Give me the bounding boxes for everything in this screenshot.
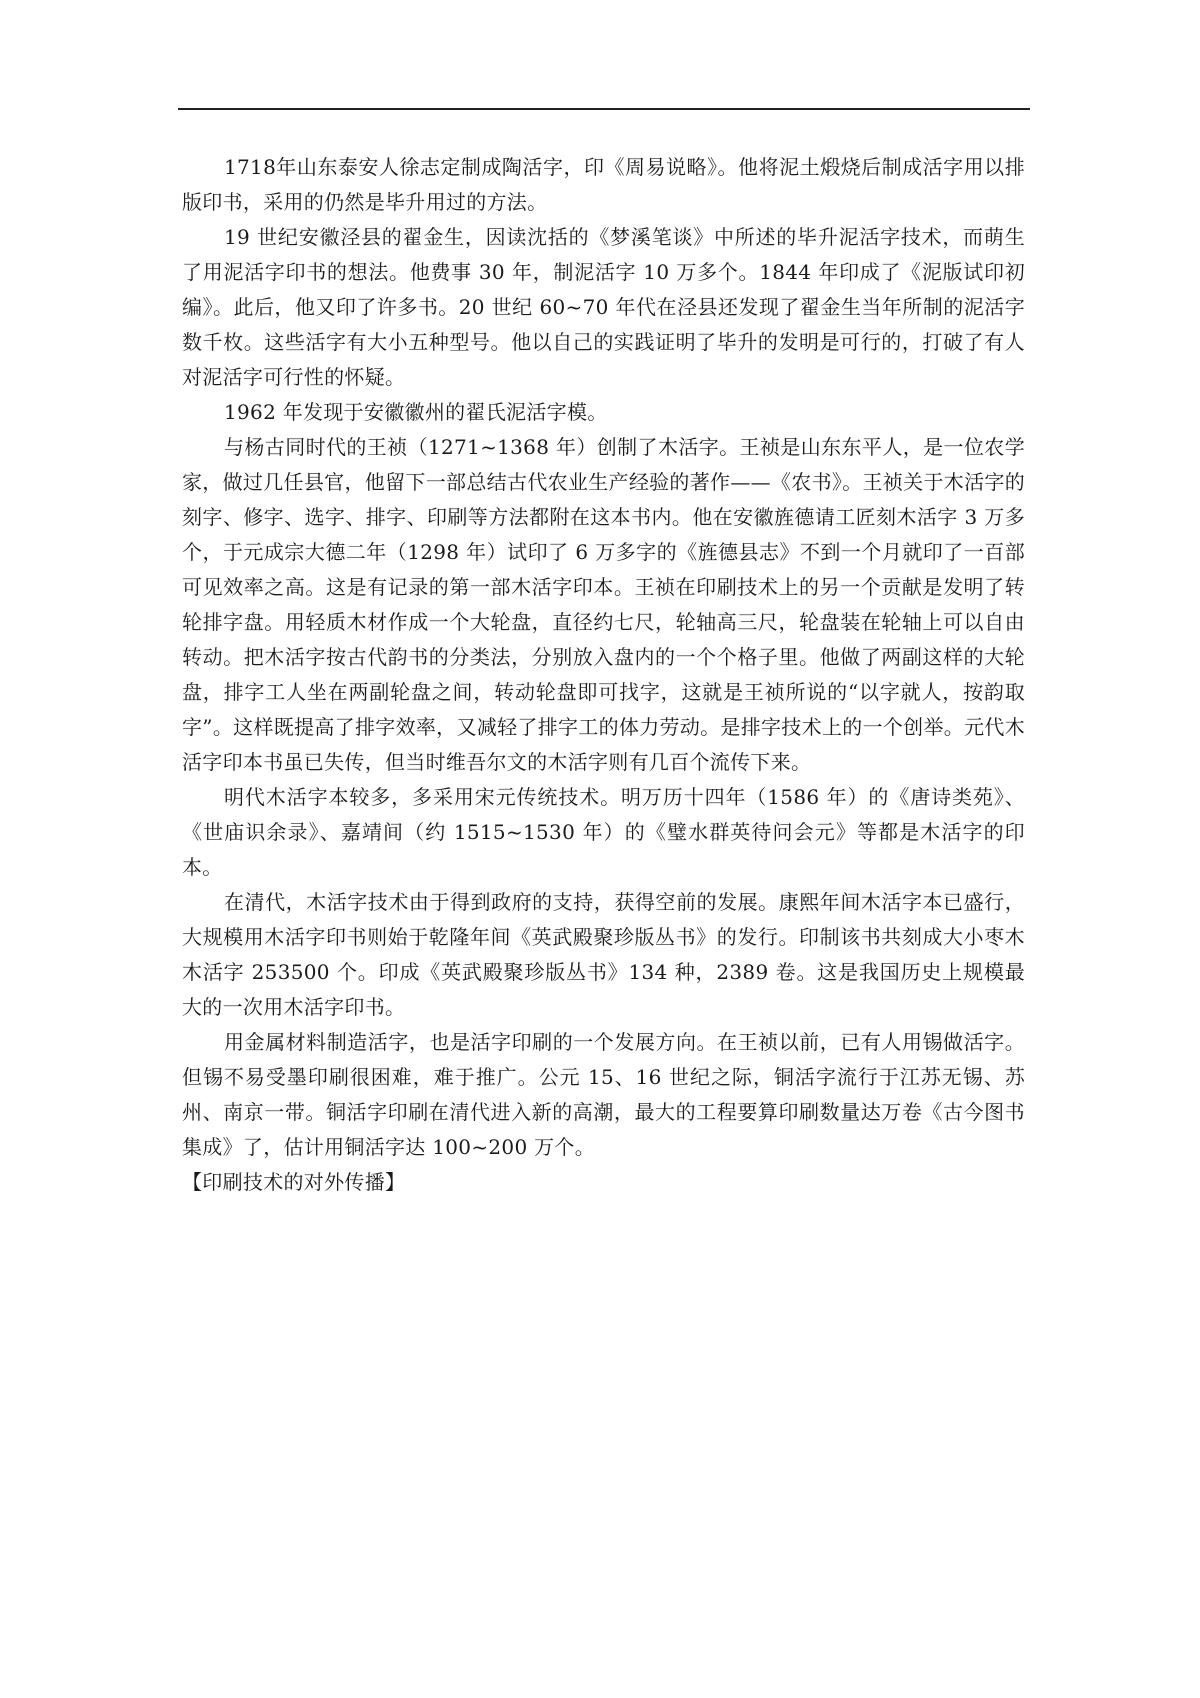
paragraph-metal-type: 用金属材料制造活字，也是活字印刷的一个发展方向。在王祯以前，已有人用锡做活字。但锡不易受墨印刷很困难，难于推广。公元 15、16 世纪之际，铜活字流行于江苏无锡、苏州、南京一带。铜活字印刷在清代进入新的高潮，最大的工程要算印刷数量达万卷《古今图书集成》了，估计用铜活字达 100~200 万个。 xyxy=(182,1030,1025,1159)
document-body xyxy=(182,150,1025,1200)
paragraph-zhai-mold-1962: 1962 年发现于安徽徽州的翟氏泥活字模。 xyxy=(224,400,608,424)
paragraph-ceramic-type: 1718年山东泰安人徐志定制成陶活字，印《周易说略》。他将泥土煅烧后制成活字用以排版印书，采用的仍然是毕升用过的方法。 xyxy=(182,155,1025,214)
header-rule xyxy=(178,108,1030,110)
paragraph-zhai-jinsheng: 19 世纪安徽泾县的翟金生，因读沈括的《梦溪笔谈》中所述的毕升泥活字技术，而萌生了用泥活字印书的想法。他费事 30 年，制泥活字 10 万多个。1844 年印成了《泥版试印初编》。此后，他又印了许多书。20 世纪 60~70 年代在泾县还发现了翟金生当年所制的泥活字数千枚。这些活字有大小五种型号。他以自己的实践证明了毕升的发明是可行的，打破了有人对泥活字可行性的怀疑。 xyxy=(182,225,1025,389)
paragraph-ming-wood-type: 明代木活字本较多，多采用宋元传统技术。明万历十四年（1586 年）的《唐诗类苑》、《世庙识余录》、嘉靖间（约 1515~1530 年）的《璧水群英待问会元》等都是木活字的印本。 xyxy=(182,785,1025,879)
paragraph-qing-wood-type: 在清代，木活字技术由于得到政府的支持，获得空前的发展。康熙年间木活字本已盛行，大规模用木活字印书则始于乾隆年间《英武殿聚珍版丛书》的发行。印制该书共刻成大小枣木木活字 253500 个。印成《英武殿聚珍版丛书》134 种，2389 卷。这是我国历史上规模最大的一次用木活字印书。 xyxy=(182,890,1025,1019)
section-heading: 【印刷技术的对外传播】 xyxy=(182,1170,406,1194)
paragraph-wang-zhen-wood-type: 与杨古同时代的王祯（1271~1368 年）创制了木活字。王祯是山东东平人，是一位农学家，做过几任县官，他留下一部总结古代农业生产经验的著作——《农书》。王祯关于木活字的刻字、修字、选字、排字、印刷等方法都附在这本书内。他在安徽旌德请工匠刻木活字 3 万多个，于元成宗大德二年（1298 年）试印了 6 万多字的《旌德县志》不到一个月就印了一百部可见效率之高。这是有记录的第一部木活字印本。王祯在印刷技术上的另一个贡献是发明了转轮排字盘。用轻质木材作成一个大轮盘，直径约七尺，轮轴高三尺，轮盘装在轮轴上可以自由转动。把木活字按古代韵书的分类法，分别放入盘内的一个个格子里。他做了两副这样的大轮盘，排字工人坐在两副轮盘之间，转动轮盘即可找字，这就是王祯所说的“以字就人，按韵取字”。这样既提高了排字效率，又减轻了排字工的体力劳动。是排字技术上的一个创举。元代木活字印本书虽已失传，但当时维吾尔文的木活字则有几百个流传下来。 xyxy=(182,435,1025,774)
